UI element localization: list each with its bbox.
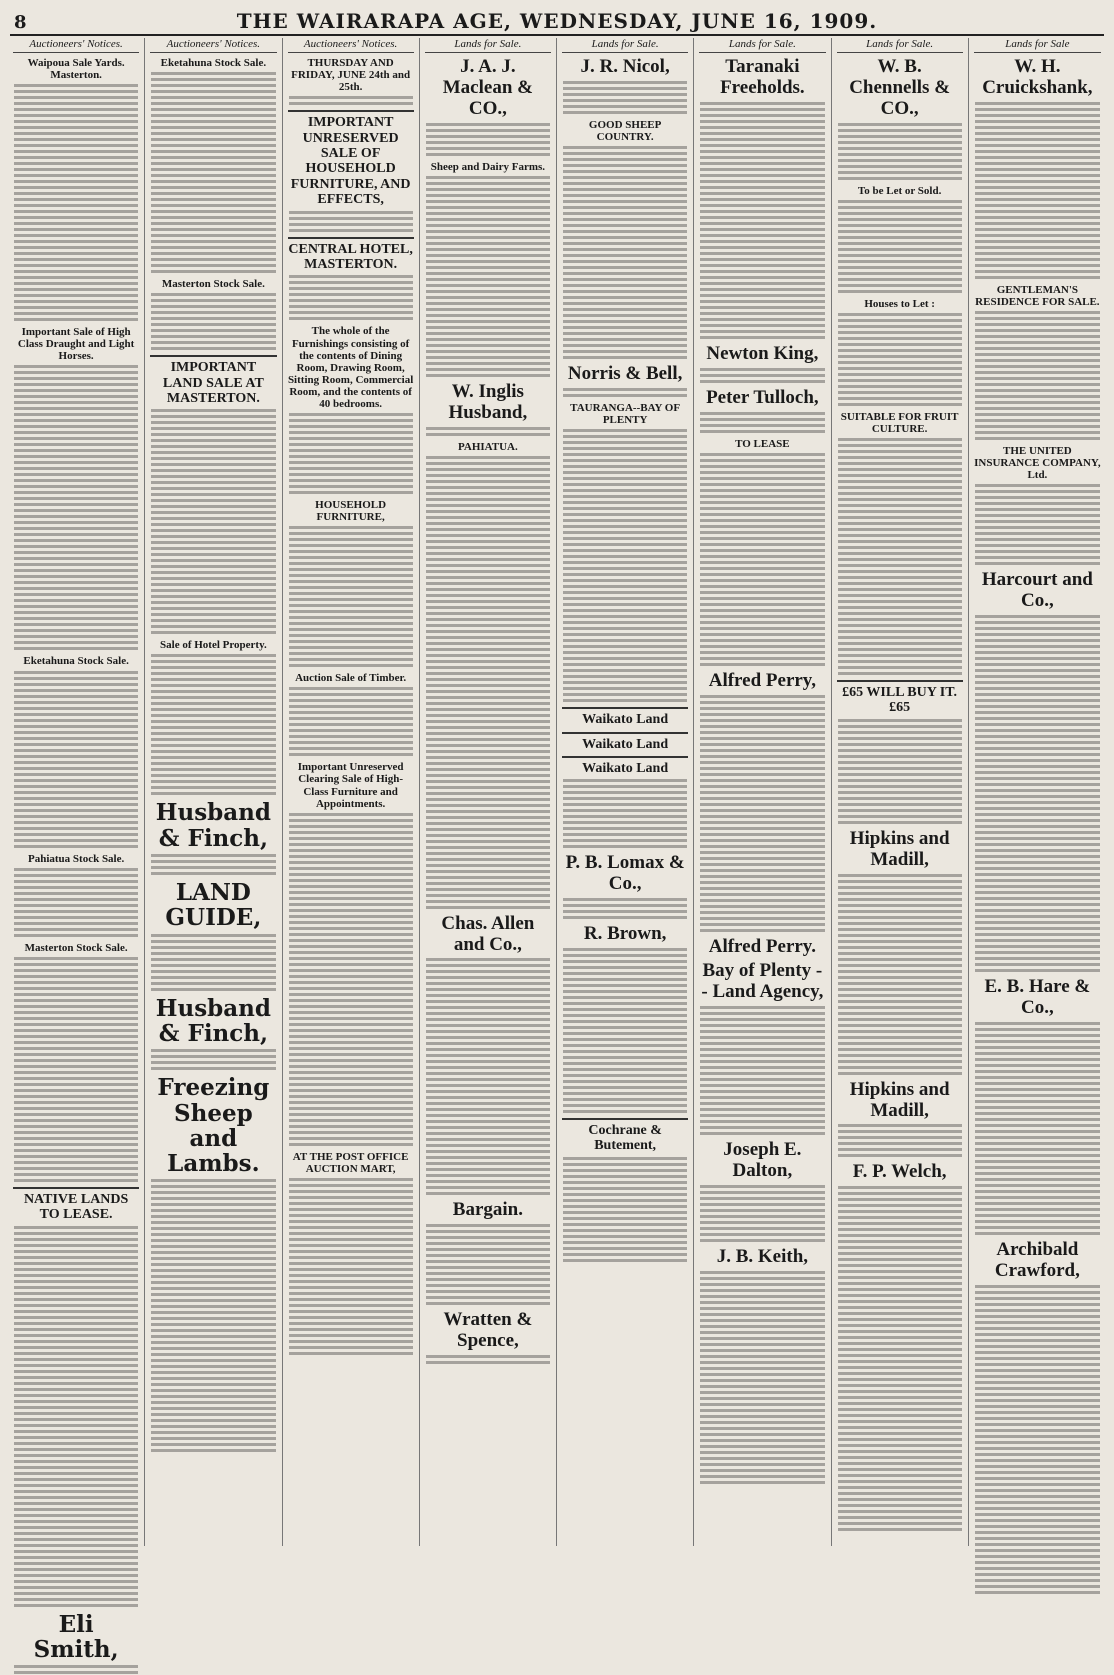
advertisement-body-text	[13, 1663, 139, 1675]
advertisement-body-text	[425, 174, 551, 378]
column-heading: Lands for Sale	[974, 38, 1101, 53]
advertisement-heading: Auction Sale of Timber.	[295, 672, 407, 685]
advertisement-heading: Peter Tulloch,	[706, 386, 819, 408]
advertisement-body-text	[13, 866, 139, 938]
advertisement-body-text	[837, 1184, 963, 1532]
advertisement	[562, 924, 688, 1114]
advertisement	[699, 57, 825, 340]
advertisement-body-text	[13, 363, 139, 651]
advertisement-body-text	[425, 956, 551, 1196]
advertisement	[974, 570, 1101, 973]
masthead	[10, 6, 1104, 36]
advertisement-body-text	[974, 1283, 1101, 1595]
advertisement-heading: Newton King,	[706, 342, 819, 364]
advertisement	[425, 161, 551, 378]
advertisement-heading: Husband & Finch,	[155, 994, 271, 1047]
advertisement-body-text	[699, 366, 825, 384]
advertisement-body-text	[974, 100, 1101, 280]
advertisement-heading: Masterton Stock Sale.	[24, 941, 128, 954]
advertisement	[837, 298, 963, 407]
advertisement-heading: HOUSEHOLD FURNITURE,	[315, 499, 387, 524]
advertisement-body-text	[699, 1004, 825, 1136]
advertisement-body-text	[562, 896, 688, 920]
newspaper-title: THE WAIRARAPA AGE, WEDNESDAY, JUNE 16, 1909.	[236, 9, 878, 33]
advertisement	[699, 388, 825, 434]
advertisement-body-text	[13, 1224, 139, 1608]
advertisement	[837, 57, 963, 181]
advertisement-body-text	[837, 872, 963, 1076]
advertisement-heading: LAND GUIDE,	[165, 879, 262, 932]
advertisement	[425, 914, 551, 1197]
column-6	[694, 38, 831, 1546]
advertisement	[425, 1310, 551, 1365]
advertisement-heading: P. B. Lomax & Co.,	[565, 852, 685, 895]
advertisement	[562, 364, 688, 398]
advertisement	[288, 325, 414, 495]
advertisement	[974, 445, 1101, 566]
advertisement	[150, 278, 276, 351]
advertisement-heading: NATIVE LANDS TO LEASE.	[13, 1187, 139, 1223]
advertisement-heading: SUITABLE FOR FRUIT CULTURE.	[840, 410, 959, 435]
advertisement	[288, 237, 414, 322]
column-heading: Lands for Sale.	[562, 38, 688, 53]
advertisement-heading: Sheep and Dairy Farms.	[430, 160, 546, 173]
advertisement-heading: Taranaki Freeholds.	[720, 56, 805, 98]
advertisement	[562, 57, 688, 115]
advertisement-body-text	[974, 1020, 1101, 1236]
column-heading: Auctioneers' Notices.	[13, 38, 139, 53]
advertisement-heading: Pahiatua Stock Sale.	[27, 852, 125, 865]
advertisement	[288, 1151, 414, 1356]
advertisement-heading: PAHIATUA.	[457, 440, 518, 453]
advertisement-heading: W. H. Cruickshank,	[982, 56, 1093, 98]
advertisement-heading: E. B. Hare & Co.,	[984, 976, 1091, 1018]
advertisement-body-text	[288, 209, 414, 233]
advertisement-body-text	[699, 451, 825, 667]
advertisement	[837, 185, 963, 294]
column-4	[420, 38, 557, 1546]
advertisement-heading: Waikato Land	[562, 707, 688, 727]
advertisement	[699, 1140, 825, 1243]
advertisement	[150, 1075, 276, 1453]
advertisement	[150, 639, 276, 796]
advertisement-body-text	[974, 613, 1101, 973]
column-3	[283, 38, 420, 1546]
advertisement-body-text	[562, 386, 688, 398]
advertisement	[288, 57, 414, 106]
advertisement	[562, 732, 688, 752]
advertisement	[288, 110, 414, 232]
advertisement-body-text	[150, 852, 276, 876]
advertisement-body-text	[288, 524, 414, 668]
advertisement-body-text	[425, 1222, 551, 1306]
advertisement-heading: Wratten & Spence,	[443, 1309, 533, 1352]
advertisement-heading: CENTRAL HOTEL, MASTERTON.	[288, 237, 414, 273]
advertisement	[13, 942, 139, 1183]
advertisement-body-text	[837, 311, 963, 407]
advertisement-heading: Bargain.	[452, 1199, 523, 1221]
advertisement	[974, 284, 1101, 441]
advertisement-heading: Eli Smith,	[33, 1610, 119, 1663]
advertisement-heading: Waipoua Sale Yards. Masterton.	[27, 57, 125, 82]
column-heading: Auctioneers' Notices.	[288, 38, 414, 53]
advertisement-heading: Harcourt and Co.,	[981, 569, 1093, 612]
advertisement-heading: Husband & Finch,	[155, 799, 271, 852]
advertisement-heading: GOOD SHEEP COUNTRY.	[588, 118, 662, 143]
advertisement-heading: J. A. J. Maclean & CO.,	[442, 56, 533, 119]
advertisement-body-text	[699, 1269, 825, 1485]
advertisement-heading: R. Brown,	[583, 923, 667, 945]
advertisement-heading: To be Let or Sold.	[857, 184, 942, 197]
advertisement	[837, 1162, 963, 1532]
advertisement	[288, 499, 414, 668]
advertisement	[150, 996, 276, 1072]
advertisement-heading: AT THE POST OFFICE AUCTION MART,	[292, 1150, 409, 1175]
advertisement-heading: W. B. Chennells & CO.,	[849, 56, 951, 119]
advertisement	[13, 853, 139, 938]
advertisement-body-text	[699, 693, 825, 933]
advertisement-body-text	[150, 407, 276, 635]
column-heading: Lands for Sale.	[699, 38, 825, 53]
advertisement-heading: Freezing Sheep and Lambs.	[157, 1074, 270, 1178]
advertisement-heading: Waikato Land	[562, 756, 688, 776]
advertisement	[837, 1080, 963, 1159]
advertisement-heading: Chas. Allen and Co.,	[441, 912, 535, 955]
advertisement-body-text	[699, 410, 825, 434]
advertisement-body-text	[425, 425, 551, 437]
advertisement-heading: £65 WILL BUY IT. £65	[837, 680, 963, 716]
advertisement-heading: Eketahuna Stock Sale.	[23, 655, 129, 668]
advertisement-heading: Houses to Let :	[864, 297, 935, 310]
advertisement-heading: Hipkins and Madill,	[849, 1078, 950, 1121]
advertisement-body-text	[150, 291, 276, 351]
advertisement-body-text	[562, 946, 688, 1114]
advertisement-body-text	[150, 1177, 276, 1453]
advertisement-body-text	[288, 411, 414, 495]
advertisement-body-text	[562, 777, 688, 849]
advertisement	[974, 1240, 1101, 1595]
advertisement-heading: IMPORTANT UNRESERVED SALE OF HOUSEHOLD FURNITURE, AND EFFECTS,	[288, 110, 414, 207]
column-heading: Lands for Sale.	[837, 38, 963, 53]
advertisement	[288, 761, 414, 1146]
columns	[8, 38, 1106, 1663]
advertisement	[974, 57, 1101, 280]
advertisement-body-text	[150, 932, 276, 992]
advertisement-body-text	[974, 482, 1101, 566]
advertisement-heading: Alfred Perry.	[708, 935, 817, 957]
advertisement	[13, 655, 139, 848]
advertisement	[150, 355, 276, 635]
advertisement	[837, 829, 963, 1076]
advertisement	[13, 1612, 139, 1675]
advertisement-heading: TAURANGA--BAY OF PLENTY	[570, 401, 681, 427]
advertisement	[562, 853, 688, 920]
advertisement-heading: Joseph E. Dalton,	[723, 1139, 802, 1182]
advertisement	[425, 57, 551, 157]
advertisement	[13, 1187, 139, 1608]
advertisement-heading: TO LEASE	[735, 437, 790, 450]
advertisement-heading: J. R. Nicol,	[580, 56, 670, 77]
advertisement	[837, 680, 963, 825]
advertisement	[562, 707, 688, 727]
advertisement-heading: W. Inglis Husband,	[448, 380, 528, 423]
advertisement	[699, 344, 825, 384]
advertisement-body-text	[562, 79, 688, 115]
advertisement	[150, 800, 276, 876]
advertisement-body-text	[425, 1353, 551, 1365]
column-5	[557, 38, 694, 1546]
advertisement-body-text	[562, 427, 688, 703]
advertisement-body-text	[13, 82, 139, 322]
advertisement-heading: Important Sale of High Class Draught and Light Horses.	[17, 326, 135, 363]
advertisement-heading: THURSDAY AND FRIDAY, JUNE 24th and 25th.	[291, 57, 411, 94]
advertisement-body-text	[288, 273, 414, 321]
advertisement-body-text	[288, 94, 414, 106]
advertisement-heading: THE UNITED INSURANCE COMPANY, Ltd.	[974, 444, 1101, 482]
advertisement-body-text	[150, 70, 276, 274]
advertisement	[562, 756, 688, 849]
advertisement	[13, 57, 139, 322]
advertisement-body-text	[425, 454, 551, 910]
advertisement-body-text	[837, 717, 963, 825]
advertisement	[288, 672, 414, 757]
advertisement-body-text	[425, 121, 551, 157]
advertisement-heading: Bay of Plenty - - Land Agency,	[701, 960, 824, 1003]
advertisement-heading: Hipkins and Madill,	[849, 827, 950, 870]
advertisement-body-text	[150, 652, 276, 796]
advertisement-body-text	[974, 309, 1101, 441]
advertisement	[699, 1247, 825, 1485]
advertisement	[837, 411, 963, 676]
advertisement	[699, 438, 825, 667]
advertisement	[425, 1200, 551, 1306]
advertisement-body-text	[699, 1183, 825, 1243]
advertisement-heading: Waikato Land	[562, 732, 688, 752]
advertisement-body-text	[837, 1122, 963, 1158]
advertisement	[562, 402, 688, 703]
advertisement-body-text	[699, 100, 825, 340]
advertisement-body-text	[837, 121, 963, 181]
advertisement-heading: Cochrane & Butement,	[562, 1118, 688, 1154]
advertisement-heading: Masterton Stock Sale.	[161, 278, 265, 291]
advertisement	[974, 977, 1101, 1236]
advertisement-body-text	[13, 955, 139, 1183]
advertisement	[150, 57, 276, 274]
advertisement-heading: Alfred Perry,	[708, 669, 817, 691]
advertisement-heading: Important Unreserved Clearing Sale of High-Class Furniture and Appointments.	[297, 761, 404, 810]
advertisement	[699, 671, 825, 933]
page-number: 8	[14, 12, 27, 33]
advertisement	[150, 880, 276, 992]
advertisement-heading: Archibald Crawford,	[994, 1238, 1080, 1281]
advertisement-body-text	[288, 685, 414, 757]
advertisement-heading: J. B. Keith,	[716, 1246, 809, 1267]
advertisement	[699, 937, 825, 958]
advertisement	[562, 119, 688, 360]
advertisement-body-text	[837, 436, 963, 676]
advertisement-heading: F. P. Welch,	[852, 1161, 947, 1183]
column-7	[832, 38, 969, 1546]
advertisement-heading: Norris & Bell,	[567, 363, 683, 385]
advertisement	[425, 382, 551, 437]
advertisement-body-text	[837, 198, 963, 294]
advertisement	[562, 1118, 688, 1263]
column-heading: Auctioneers' Notices.	[150, 38, 276, 53]
column-heading: Lands for Sale.	[425, 38, 551, 53]
advertisement	[699, 961, 825, 1136]
advertisement-body-text	[13, 669, 139, 849]
advertisement	[13, 326, 139, 651]
advertisement-body-text	[150, 1047, 276, 1071]
advertisement-heading: The whole of the Furnishings consisting of the contents of Dining Room, Drawing Room, Sitting Room, Commercial Room, and the contents of 40 bedrooms.	[287, 325, 414, 410]
advertisement-heading: IMPORTANT LAND SALE AT MASTERTON.	[150, 355, 276, 406]
column-1	[8, 38, 145, 1663]
advertisement-body-text	[562, 144, 688, 360]
advertisement-body-text	[288, 1176, 414, 1356]
advertisement-heading: Eketahuna Stock Sale.	[160, 57, 267, 69]
advertisement	[425, 441, 551, 910]
advertisement-heading: GENTLEMAN'S RESIDENCE FOR SALE.	[975, 283, 1100, 308]
column-2	[145, 38, 282, 1546]
advertisement-body-text	[288, 811, 414, 1147]
advertisement-body-text	[562, 1155, 688, 1263]
advertisement-heading: Sale of Hotel Property.	[160, 639, 267, 652]
column-8	[969, 38, 1106, 1546]
